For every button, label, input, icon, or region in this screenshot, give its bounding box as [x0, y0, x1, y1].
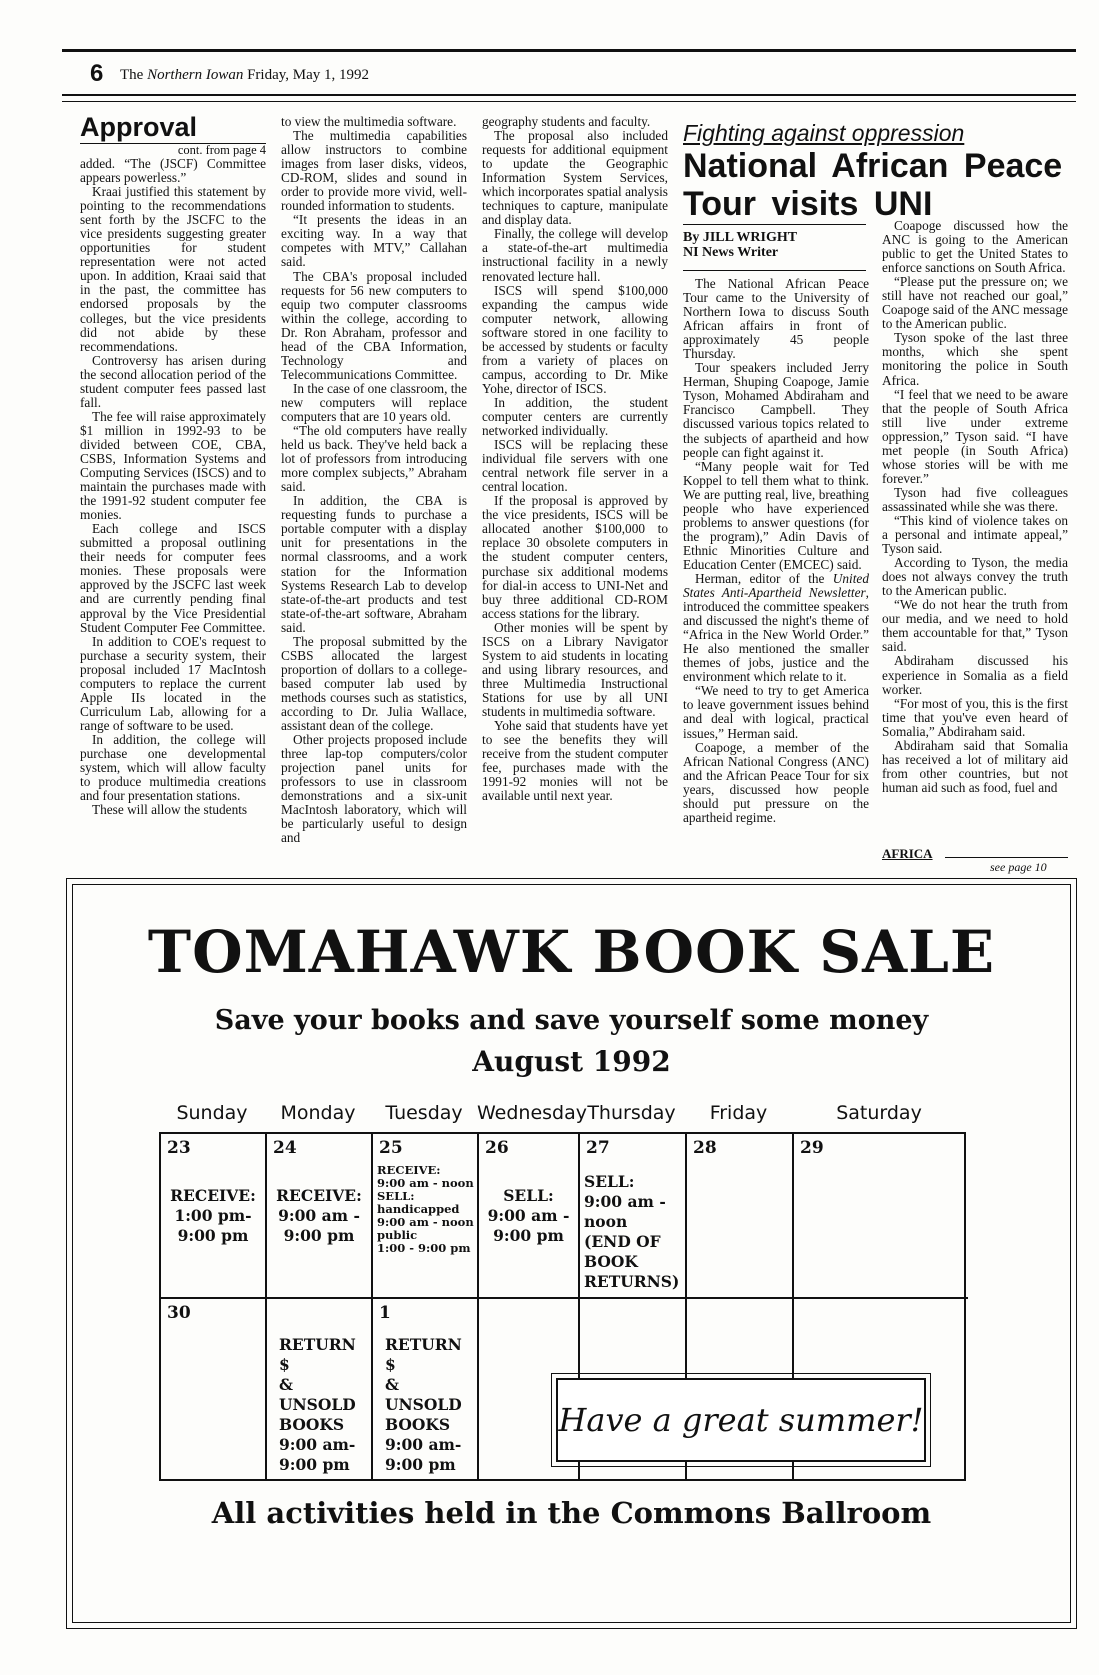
event-line: 1:00 pm- — [174, 1206, 252, 1225]
paragraph: “It presents the ideas in an exciting way. In a way that competes with MTV,” Callahan said. — [281, 212, 467, 270]
event-line: SELL: — [377, 1189, 415, 1203]
paragraph: The CBA's proposal included requests for 56 new computers to equip two computer classrooms within the college, according to Dr. Ron Abraham, professor and head of the CBA Information, Technology and Telecommunications Committee. — [281, 268, 467, 382]
paragraph: Yohe said that students have yet to see the benefits they will receive from the student computer fee, purchases made with the 1991-92 monies will not be available until next year. — [482, 718, 668, 804]
paragraph: Each college and ISCS submitted a proposal outlining their needs for computer fees monies. These proposals were approved by the JSCFC last week and are currently pending final approval by the Vice Presidential Student Computer Fee Committee. — [80, 521, 266, 635]
paragraph: The proposal also included requests for additional equipment to update the Geographic Information System Services, which incorporates spatial analysis techniques to capture, manipulate and display data. — [482, 128, 668, 228]
paragraph: Other projects proposed include three lap-top computers/color projection panel units for professors to use in classroom demonstrations and a six-unit MacIntosh laboratory, which will be particularly useful to design and — [281, 732, 467, 846]
day-name: Thursday — [587, 1102, 676, 1124]
calendar-day — [267, 1134, 373, 1299]
day-name: Friday — [709, 1102, 768, 1124]
day-number: 1 — [379, 1303, 391, 1323]
calendar-day — [687, 1134, 794, 1299]
event-line: RETURN $ — [385, 1335, 462, 1374]
ad-footer: All activities held in the Commons Ballroom — [211, 1496, 932, 1530]
header-rule-thin — [62, 101, 1076, 102]
paragraph: added. “The (JSCF) Committee appears powerless.” — [80, 157, 266, 186]
paragraph: The fee will raise approximately $1 million in 1992-93 to be divided between COE, CBA, CSBS, Information Systems and Computing Services (ISCS) and to maintain the purchases made with the 1991-92 student computer fee monies. — [80, 408, 266, 523]
calendar-day — [580, 1134, 687, 1299]
herman-text-cont: , introduced the committee speakers and discussed the night's theme of “Africa in the New World Order.” He also mentioned the smaller themes of jobs, justice and the environment which relate to it. — [683, 585, 869, 685]
cont-from: cont. from page 4 — [177, 143, 266, 157]
event-line: public — [377, 1228, 418, 1242]
paragraph: “For most of you, this is the first time that you've even heard of Somalia,” Abdiraham said. — [882, 695, 1068, 739]
paragraph: In addition, the college will purchase one developmental system, which will allow faculty to produce multimedia creations and four presentation stations. — [80, 731, 266, 804]
event-line: handicapped — [377, 1202, 460, 1216]
paper-name: Northern Iowan — [147, 67, 244, 83]
byline-rule-bottom — [683, 270, 866, 271]
approval-column-1 — [80, 157, 266, 875]
folio-pre: The — [120, 67, 144, 83]
jump-rule — [945, 857, 1068, 858]
paragraph: Controversy has arisen during the second allocation period of the student computer fees passed last fall. — [80, 352, 266, 410]
top-rule — [62, 49, 1076, 52]
day-number: 28 — [693, 1138, 717, 1158]
paragraph: In addition to COE's request to purchase a security system, their proposal included 17 MacIntosh computers to replace the current Apple IIs located in the Curriculum Lab, allowing for a range of software to be used. — [80, 633, 266, 733]
folio — [120, 67, 369, 84]
calendar-day — [161, 1134, 267, 1299]
issue-date: Friday, May 1, 1992 — [247, 67, 370, 83]
event-line: 9:00 pm — [283, 1226, 355, 1245]
day-number: 27 — [586, 1138, 610, 1158]
calendar-day — [794, 1134, 968, 1299]
paragraph: Other monies will be spent by ISCS on a Library Navigator System to aid students in locating and using library resources, and three Multimedia Instructional Stations for use by all UNI students in multimedia software. — [482, 619, 668, 719]
peace-column-5 — [882, 219, 1068, 849]
day-name: Wednesday — [477, 1102, 588, 1124]
paragraph: ISCS will be replacing these individual file servers with one central network file server in a central location. — [482, 437, 668, 495]
day-number: 24 — [273, 1138, 297, 1158]
paragraph: Abdiraham discussed his experience in Somalia as a field worker. — [882, 653, 1068, 697]
paragraph: Coapoge, a member of the African National Congress (ANC) and the African Peace Tour for six years, discussed how people should put pressure on the apartheid regime. — [683, 739, 869, 825]
event-line: 9:00 am- — [279, 1435, 356, 1454]
event-line: 1:00 - 9:00 pm — [377, 1241, 471, 1255]
page-number: 6 — [90, 60, 104, 87]
paragraph: In addition, the student computer centers are currently networked individually. — [482, 394, 668, 439]
event-line: 9:00 am - — [278, 1206, 360, 1225]
calendar-day — [373, 1299, 479, 1481]
peace-column-4 — [683, 277, 869, 877]
ad-subtitle: Save your books and save yourself some money — [214, 1005, 929, 1036]
paragraph: The National African Peace Tour came to the University of Northern Iowa to discuss South African affairs in front of approximately 45 people Thursday. — [683, 277, 869, 362]
approval-column-2 — [281, 115, 467, 875]
paragraph: Tyson spoke of the last three months, which she spent monitoring the police in South Africa. — [882, 330, 1068, 388]
ad-month: August 1992 — [472, 1045, 671, 1078]
paragraph: “The old computers have really held us back. They've held back a lot of professors from introducing more complex subjects,” Abraham said. — [281, 423, 467, 495]
paragraph: ISCS will spend $100,000 expanding the campus wide computer network, allowing software stored in one facility to be accessed by students or faculty from a variety of places on campus, according to Dr. Mike Yohe, director of ISCS. — [482, 282, 668, 396]
paragraph: Coapoge discussed how the ANC is going to the American public to get the United States to enforce sanctions on South Africa. — [882, 219, 1068, 276]
approval-column-3 — [482, 115, 668, 875]
day-number: 26 — [485, 1138, 509, 1158]
event-line: 9:00 am - noon — [584, 1192, 666, 1231]
paragraph: “I feel that we need to be aware that the people of South Africa still live under extreme oppression,” Tyson said. “I have met people (in South Africa) whose stories will be with me forever.” — [882, 386, 1068, 486]
paragraph: “We need to try to get America to leave government issues behind and deal with logical, practical issues,” Herman said. — [683, 683, 869, 741]
day-number: 23 — [167, 1138, 191, 1158]
day-name: Tuesday — [385, 1102, 463, 1124]
paragraph: In the case of one classroom, the new computers will replace computers that are 10 years old. — [281, 380, 467, 424]
event-line: 9:00 am - noon — [377, 1176, 474, 1190]
event-line: RECEIVE: — [170, 1186, 256, 1205]
paragraph: In addition, the CBA is requesting funds to purchase a portable computer with a display unit for presentations in the normal classrooms, and a work station for the Information Systems Research Lab to develop state-of-the-art products and test state-of-the-art software, Abraham said. — [281, 493, 467, 635]
paragraph: “This kind of violence takes on a personal and intimate appeal,” Tyson said. — [882, 512, 1068, 557]
summer-box: Have a great summer! — [556, 1378, 926, 1462]
paragraph: Tyson had five colleagues assassinated while she was there. — [882, 484, 1068, 514]
paragraph: geography students and faculty. — [482, 115, 651, 129]
paragraph: The multimedia capabilities allow instructors to combine images from laser disks, videos, CD-ROM, slides and sound in order to provide more vivid, well-rounded information to students. — [281, 128, 467, 214]
day-number: 25 — [379, 1138, 403, 1158]
event-line: RECEIVE: — [276, 1186, 362, 1205]
byline — [683, 230, 797, 260]
event-line: 9:00 pm — [177, 1226, 249, 1245]
day-number: 29 — [800, 1138, 824, 1158]
calendar-day — [373, 1134, 479, 1299]
day-name: Saturday — [836, 1102, 922, 1124]
event-line: 9:00 pm — [279, 1455, 350, 1474]
event-line: BOOKS — [279, 1415, 345, 1434]
byline-rule — [683, 224, 866, 225]
kicker: Fighting against oppression — [683, 120, 965, 146]
event-line: BOOKS — [385, 1415, 451, 1434]
event-line: 9:00 am- — [385, 1435, 462, 1454]
paragraph: The proposal submitted by the CSBS allocated the largest proportion of dollars to a college-based computer lab used by methods courses such as statistics, according to Dr. Julia Wallace, assistant dean of the college. — [281, 633, 467, 734]
calendar-day — [479, 1134, 580, 1299]
day-name: Sunday — [176, 1102, 248, 1124]
paragraph: Abdiraham said that Somalia has received a lot of military aid from other countries, but not human aid such as food, fuel and — [882, 737, 1068, 795]
paragraph: to view the multimedia software. — [281, 115, 457, 129]
paragraph: If the proposal is approved by the vice presidents, ISCS will be allocated another $100,000 to replace 30 obsolete computers in the student computer centers, purchase six additional modems for dial-in access to UNI-Net and buy three additional CD-ROM access stations for the library. — [482, 493, 668, 621]
header-rule — [62, 94, 1076, 96]
event-line: 9:00 am - noon — [377, 1215, 474, 1229]
herman-text: Herman, editor of the — [695, 570, 833, 586]
event-line: SELL: — [503, 1186, 554, 1205]
byline-role: NI News Writer — [683, 245, 779, 260]
event-line: 9:00 am - — [487, 1206, 570, 1225]
event-line: RETURN $ — [279, 1335, 356, 1374]
calendar-day — [267, 1299, 373, 1481]
byline-name: By JILL WRIGHT — [683, 230, 798, 245]
event-line: & UNSOLD — [385, 1375, 462, 1414]
event-line: RECEIVE: — [377, 1163, 441, 1177]
event-line: (END OF — [584, 1232, 661, 1251]
event-line: 9:00 pm — [493, 1226, 564, 1245]
event-line: RETURNS) — [584, 1272, 680, 1291]
headline: National African Peace Tour visits UNI — [683, 147, 1063, 223]
event-line: SELL: — [584, 1172, 635, 1191]
paragraph: “Many people wait for Ted Koppel to tell them what to think. We are putting real, live, breathing people who have experienced problems to answer questions (for the program),” Adin Davis of Ethnic Minorities Culture and Education Center (EMCEC) said. — [683, 458, 869, 572]
calendar-day — [161, 1299, 267, 1481]
newsletter-name: United States Anti-Apartheid Newsletter — [683, 570, 869, 601]
jump-page: see page 10 — [990, 860, 1047, 874]
paragraph: “We do not hear the truth from our media, and we need to hold them accountable for that,” Tyson said. — [882, 597, 1068, 655]
event-line: & UNSOLD — [279, 1375, 356, 1414]
paragraph: These will allow the students — [92, 802, 248, 818]
paragraph: According to Tyson, the media does not always convey the truth to the American public. — [882, 555, 1068, 599]
approval-title: Approval — [80, 112, 198, 142]
paragraph: “Please put the pressure on; we still have not reached our goal,” Coapoge said of the ANC message to the American public. — [882, 274, 1068, 332]
ad-title: TOMAHAWK BOOK SALE — [147, 918, 996, 986]
paragraph: Tour speakers included Jerry Herman, Shuping Coapoge, Jamie Tyson, Mohamed Abdiraham and Francisco Campbell. They discussed various topics related to the subjects of apartheid and how people can fight against it. — [683, 360, 869, 460]
event-line: 9:00 pm — [385, 1455, 456, 1474]
paragraph: Kraai justified this statement by pointing to the recommendations sent forth by the JSCFC to the vice presidents suggesting greater opportunities for student representation were not acted upon. In addition, Kraai said that in the past, the committee has endorsed proposals by the colleges, but the vice presidents did not abide by these recommendations. — [80, 184, 266, 354]
day-number: 30 — [167, 1303, 191, 1323]
event-line: BOOK — [584, 1252, 638, 1271]
jump-word: AFRICA — [882, 846, 933, 861]
paragraph: Finally, the college will develop a state-of-the-art multimedia instructional facility in a newly renovated lecture hall. — [482, 226, 668, 284]
day-name: Monday — [280, 1102, 356, 1124]
